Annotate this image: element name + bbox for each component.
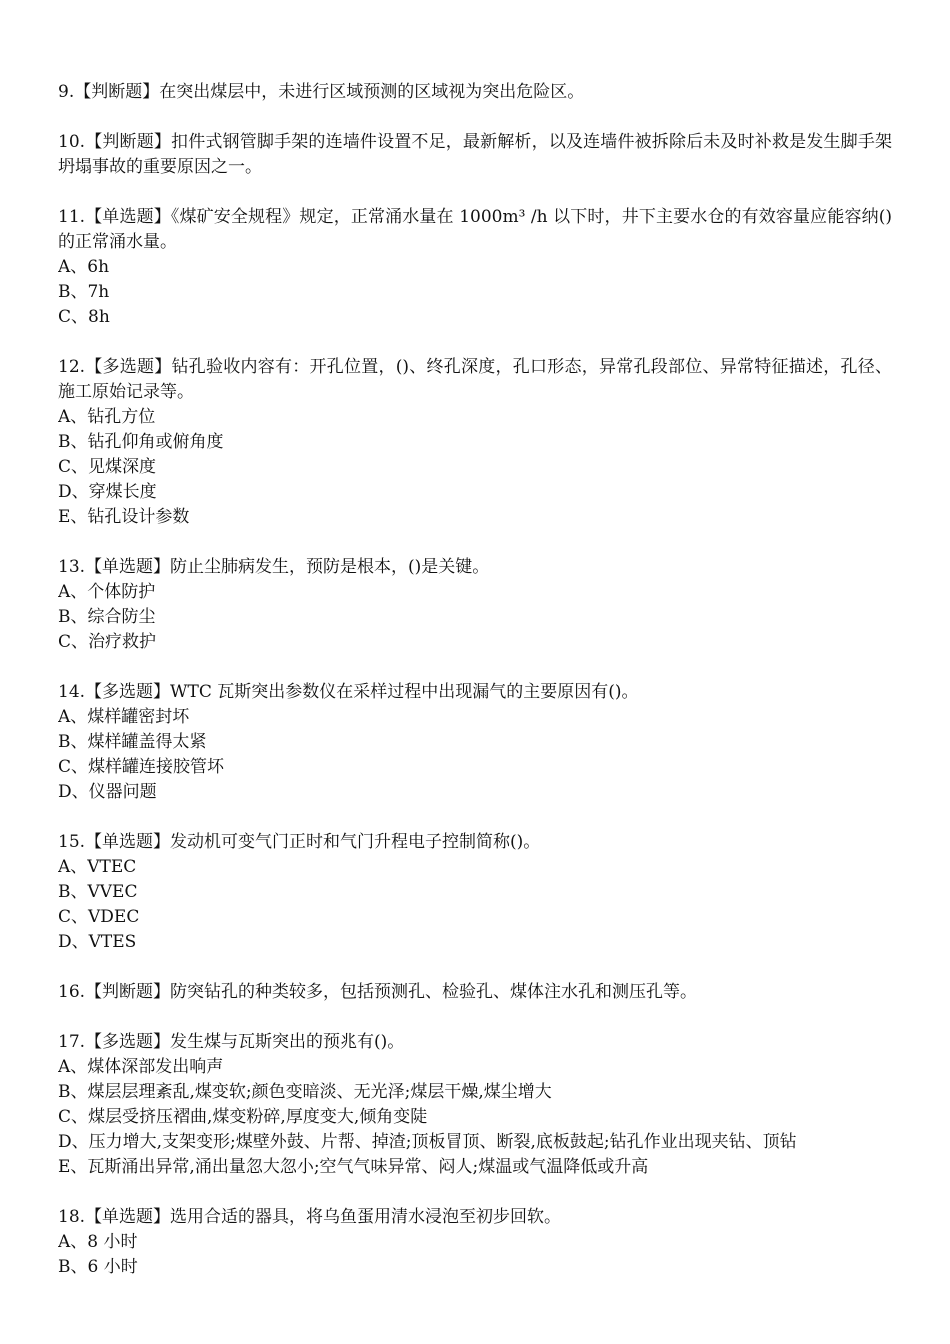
option-a: A、个体防护 bbox=[58, 582, 156, 602]
option-d: D、穿煤长度 bbox=[58, 482, 157, 502]
option-a: A、8 小时 bbox=[58, 1232, 138, 1252]
question-11 bbox=[58, 205, 892, 330]
option-b: B、煤样罐盖得太紧 bbox=[58, 732, 207, 752]
question-stem: 11.【单选题】《煤矿安全规程》规定，正常涌水量在 1000m³ /h 以下时，井下主要水仓的有效容量应能容纳()的正常涌水量。 bbox=[58, 207, 892, 252]
question-stem: 15.【单选题】发动机可变气门正时和气门升程电子控制简称()。 bbox=[58, 832, 541, 852]
question-13 bbox=[58, 555, 892, 655]
question-stem: 12.【多选题】钻孔验收内容有：开孔位置，()、终孔深度，孔口形态，异常孔段部位、异常特征描述，孔径、施工原始记录等。 bbox=[58, 357, 892, 402]
option-b: B、煤层层理紊乱,煤变软;颜色变暗淡、无光泽;煤层干燥,煤尘增大 bbox=[58, 1082, 552, 1102]
option-e: E、瓦斯涌出异常,涌出量忽大忽小;空气气味异常、闷人;煤温或气温降低或升高 bbox=[58, 1157, 649, 1177]
option-a: A、VTEC bbox=[58, 857, 137, 877]
question-16 bbox=[58, 980, 892, 1005]
option-c: C、VDEC bbox=[58, 907, 140, 927]
option-b: B、钻孔仰角或俯角度 bbox=[58, 432, 224, 452]
question-stem: 9.【判断题】在突出煤层中，未进行区域预测的区域视为突出危险区。 bbox=[58, 82, 585, 102]
question-14 bbox=[58, 680, 892, 805]
option-b: B、VVEC bbox=[58, 882, 138, 902]
question-list bbox=[58, 80, 892, 1280]
question-12 bbox=[58, 355, 892, 530]
option-c: C、见煤深度 bbox=[58, 457, 157, 477]
option-c: C、煤样罐连接胶管坏 bbox=[58, 757, 225, 777]
option-b: B、6 小时 bbox=[58, 1257, 138, 1277]
option-d: D、VTES bbox=[58, 932, 137, 952]
option-c: C、8h bbox=[58, 307, 110, 327]
option-e: E、钻孔设计参数 bbox=[58, 507, 190, 527]
option-a: A、6h bbox=[58, 257, 110, 277]
option-c: C、治疗救护 bbox=[58, 632, 157, 652]
question-18 bbox=[58, 1205, 892, 1280]
question-15 bbox=[58, 830, 892, 955]
option-b: B、综合防尘 bbox=[58, 607, 156, 627]
option-d: D、压力增大,支架变形;煤壁外鼓、片帮、掉渣;顶板冒顶、断裂,底板鼓起;钻孔作业出现夹钻、顶钻 bbox=[58, 1132, 797, 1152]
option-a: A、钻孔方位 bbox=[58, 407, 156, 427]
question-9 bbox=[58, 80, 892, 105]
option-a: A、煤样罐密封坏 bbox=[58, 707, 190, 727]
question-stem: 14.【多选题】WTC 瓦斯突出参数仪在采样过程中出现漏气的主要原因有()。 bbox=[58, 682, 639, 702]
option-b: B、7h bbox=[58, 282, 110, 302]
question-stem: 13.【单选题】防止尘肺病发生，预防是根本，()是关键。 bbox=[58, 557, 490, 577]
question-stem: 18.【单选题】选用合适的器具，将乌鱼蛋用清水浸泡至初步回软。 bbox=[58, 1207, 562, 1227]
question-stem: 17.【多选题】发生煤与瓦斯突出的预兆有()。 bbox=[58, 1032, 405, 1052]
question-10 bbox=[58, 130, 892, 180]
question-17 bbox=[58, 1030, 892, 1180]
question-stem: 16.【判断题】防突钻孔的种类较多，包括预测孔、检验孔、煤体注水孔和测压孔等。 bbox=[58, 982, 698, 1002]
question-stem: 10.【判断题】扣件式钢管脚手架的连墙件设置不足，最新解析，以及连墙件被拆除后未及时补救是发生脚手架坍塌事故的重要原因之一。 bbox=[58, 132, 892, 177]
option-c: C、煤层受挤压褶曲,煤变粉碎,厚度变大,倾角变陡 bbox=[58, 1107, 428, 1127]
option-d: D、仪器问题 bbox=[58, 782, 157, 802]
option-a: A、煤体深部发出响声 bbox=[58, 1057, 224, 1077]
